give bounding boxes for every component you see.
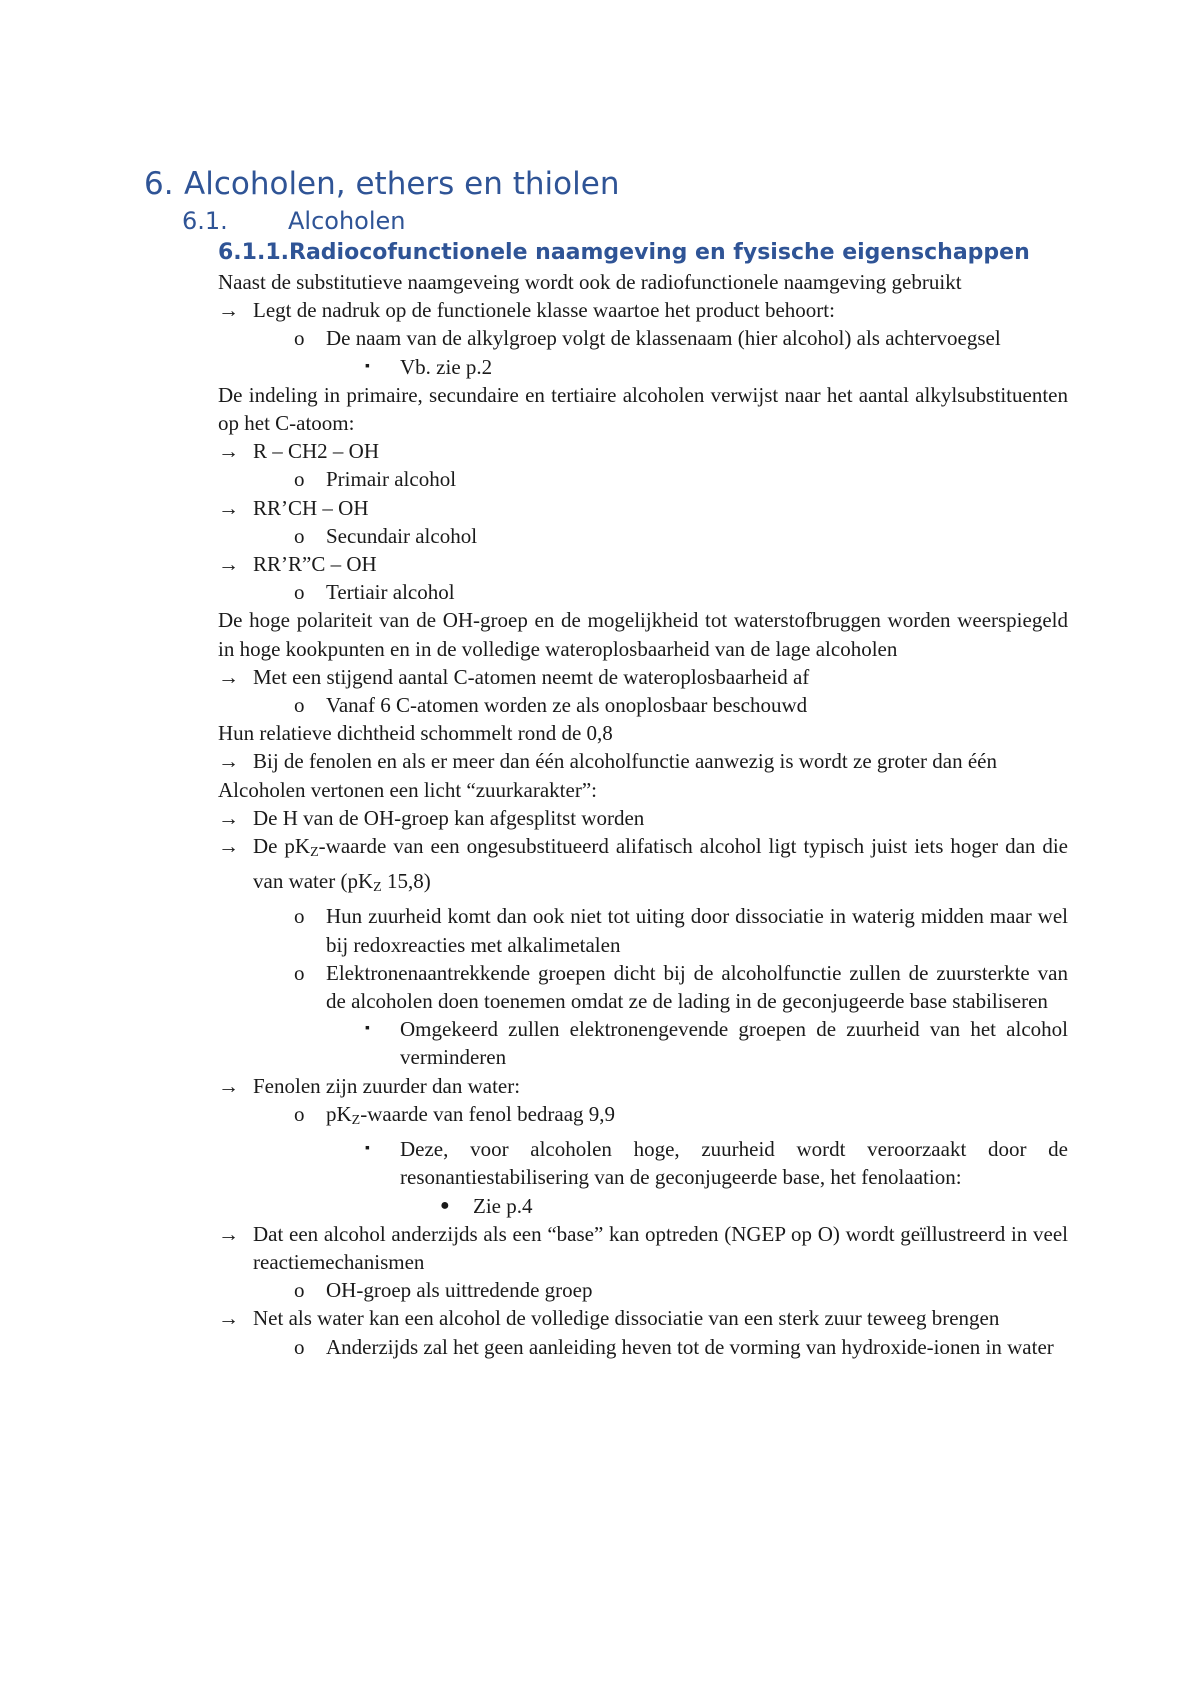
arrow-icon: → xyxy=(218,664,239,689)
list-item-text: Fenolen zijn zuurder dan water: xyxy=(253,1073,521,1098)
circle-bullet-icon: o xyxy=(294,523,305,548)
list-item xyxy=(218,747,1068,775)
list-item xyxy=(218,1333,1068,1361)
paragraph: Hun relatieve dichtheid schommelt rond de 0,8 xyxy=(218,721,613,746)
list-item-text: Vb. zie p.2 xyxy=(400,354,493,379)
circle-bullet-icon: o xyxy=(294,960,305,985)
list-item-text: Bij de fenolen en als er meer dan één alcoholfunctie aanwezig is wordt ze groter dan één xyxy=(253,749,998,774)
text-run: -waarde van een ongesubstitueerd alifatisch alcohol ligt typisch juist iets hoger dan die van water (pK xyxy=(253,834,1069,894)
arrow-icon: → xyxy=(218,1221,239,1246)
list-item xyxy=(218,522,1068,550)
text-run: De pK xyxy=(253,834,311,859)
arrow-icon: → xyxy=(218,552,239,577)
circle-bullet-icon: o xyxy=(294,580,305,605)
list-item-text: R – CH2 – OH xyxy=(253,439,380,464)
list-item-text: Net als water kan een alcohol de volledige dissociatie van een sterk zuur teweeg brengen xyxy=(253,1306,1000,1331)
subscript: Z xyxy=(310,845,319,861)
list-item xyxy=(218,324,1068,352)
subscript: Z xyxy=(351,1112,361,1128)
list-item-text: Primair alcohol xyxy=(326,467,457,492)
subscript: Z xyxy=(373,880,382,896)
list-item-text: OH-groep als uittredende groep xyxy=(326,1278,593,1303)
list-item-text: Vanaf 6 C-atomen worden ze als onoplosbaar beschouwd xyxy=(326,693,808,718)
list-item-text: Elektronenaantrekkende groepen dicht bij de alcoholfunctie zullen de zuursterkte van de alcoholen doen toenemen omdat ze de lading in de geconjugeerde base stabiliseren xyxy=(326,960,1068,1014)
heading-1 xyxy=(144,164,1068,204)
heading-3 xyxy=(218,238,1068,268)
heading-3-text: Radiocofunctionele naamgeving en fysische eigenschappen xyxy=(289,240,1030,265)
heading-2-number: 6.1. xyxy=(182,207,228,235)
heading-3-number: 6.1.1. xyxy=(218,240,289,265)
list-item-text xyxy=(253,834,1069,896)
square-bullet-icon: ▪ xyxy=(365,358,370,374)
list-item xyxy=(218,1276,1068,1304)
list-item xyxy=(218,959,1068,1015)
list-item xyxy=(218,832,1068,902)
list-item xyxy=(218,691,1068,719)
arrow-icon: → xyxy=(218,834,239,859)
circle-bullet-icon: o xyxy=(294,693,305,718)
list-item xyxy=(218,1192,1068,1220)
list-item-text: RR’R”C – OH xyxy=(253,552,377,577)
list-item xyxy=(218,550,1068,578)
list-item xyxy=(218,1220,1068,1276)
list-item-text: Omgekeerd zullen elektronengevende groepen de zuurheid van het alcohol verminderen xyxy=(400,1017,1068,1070)
text-run: -waarde van fenol bedraag 9,9 xyxy=(360,1101,616,1126)
circle-bullet-icon: o xyxy=(294,1101,305,1126)
list-item-text: Zie p.4 xyxy=(473,1193,533,1218)
paragraph: Naast de substitutieve naamgeveing wordt ook de radiofunctionele naamgeving gebruikt xyxy=(218,270,962,294)
heading-1-number: 6. xyxy=(144,166,174,202)
arrow-icon: → xyxy=(218,749,239,774)
arrow-icon: → xyxy=(218,1306,239,1331)
list-item xyxy=(218,465,1068,493)
arrow-icon: → xyxy=(218,439,239,464)
text-run: pK xyxy=(326,1101,352,1126)
list-item-text: Deze, voor alcoholen hoge, zuurheid wordt veroorzaakt door de resonantiestabilisering van de geconjugeerde base, het fenolaation: xyxy=(400,1137,1068,1190)
arrow-icon: → xyxy=(218,298,239,323)
paragraph: De hoge polariteit van de OH-groep en de mogelijkheid tot waterstofbruggen worden weerspiegeld in hoge kookpunten en in de volledige wateroplosbaarheid van de lage alcoholen xyxy=(218,608,1068,661)
list-item xyxy=(218,296,1068,324)
list-item-text: Hun zuurheid komt dan ook niet tot uiting door dissociatie in waterig midden maar wel bij redoxreacties met alkalimetalen xyxy=(326,904,1068,957)
list-item xyxy=(218,578,1068,606)
text-run: 15,8) xyxy=(381,869,431,894)
list-item-text xyxy=(326,1102,615,1126)
heading-2 xyxy=(182,204,1068,238)
arrow-icon: → xyxy=(218,805,239,830)
circle-bullet-icon: o xyxy=(294,1278,305,1303)
list-item xyxy=(218,1072,1068,1100)
list-item xyxy=(218,1015,1068,1071)
paragraph: De indeling in primaire, secundaire en tertiaire alcoholen verwijst naar het aantal alkylsubstituenten op het C-atoom: xyxy=(218,382,1068,436)
list-item-text: Secundair alcohol xyxy=(326,523,478,548)
list-item xyxy=(218,1304,1068,1332)
list-item xyxy=(218,804,1068,832)
circle-bullet-icon: o xyxy=(294,467,305,492)
list-item-text: De naam van de alkylgroep volgt de klassenaam (hier alcohol) als achtervoegsel xyxy=(326,326,1001,351)
list-item-text: Dat een alcohol anderzijds als een “base” kan optreden (NGEP op O) wordt geïllustreerd in veel reactiemechanismen xyxy=(253,1221,1068,1274)
list-item-text: Legt de nadruk op de functionele klasse waartoe het product behoort: xyxy=(253,298,835,323)
list-item-text: Tertiair alcohol xyxy=(326,580,455,605)
list-item xyxy=(218,902,1068,958)
document-content xyxy=(144,164,1069,1361)
circle-bullet-icon: o xyxy=(294,904,305,929)
list-item xyxy=(218,1100,1068,1135)
circle-bullet-icon: o xyxy=(294,326,305,351)
heading-2-text: Alcoholen xyxy=(288,207,406,235)
list-item-text: Met een stijgend aantal C-atomen neemt de wateroplosbaarheid af xyxy=(253,664,810,689)
list-item-text: Anderzijds zal het geen aanleiding heven tot de vorming van hydroxide-ionen in water xyxy=(326,1334,1054,1359)
list-item xyxy=(218,663,1068,691)
heading-1-text: Alcoholen, ethers en thiolen xyxy=(184,166,620,202)
list-item xyxy=(218,437,1068,465)
square-bullet-icon: ▪ xyxy=(365,1141,370,1157)
list-item xyxy=(218,353,1068,381)
square-bullet-icon: ▪ xyxy=(365,1021,370,1037)
list-item-text: RR’CH – OH xyxy=(253,495,369,520)
arrow-icon: → xyxy=(218,1073,239,1098)
list-item-text: De H van de OH-groep kan afgesplitst worden xyxy=(253,805,645,830)
dot-bullet-icon: ● xyxy=(440,1196,450,1214)
list-item xyxy=(218,1135,1068,1191)
paragraph: Alcoholen vertonen een licht “zuurkarakter”: xyxy=(218,777,597,802)
circle-bullet-icon: o xyxy=(294,1334,305,1359)
list-item xyxy=(218,494,1068,522)
arrow-icon: → xyxy=(218,495,239,520)
